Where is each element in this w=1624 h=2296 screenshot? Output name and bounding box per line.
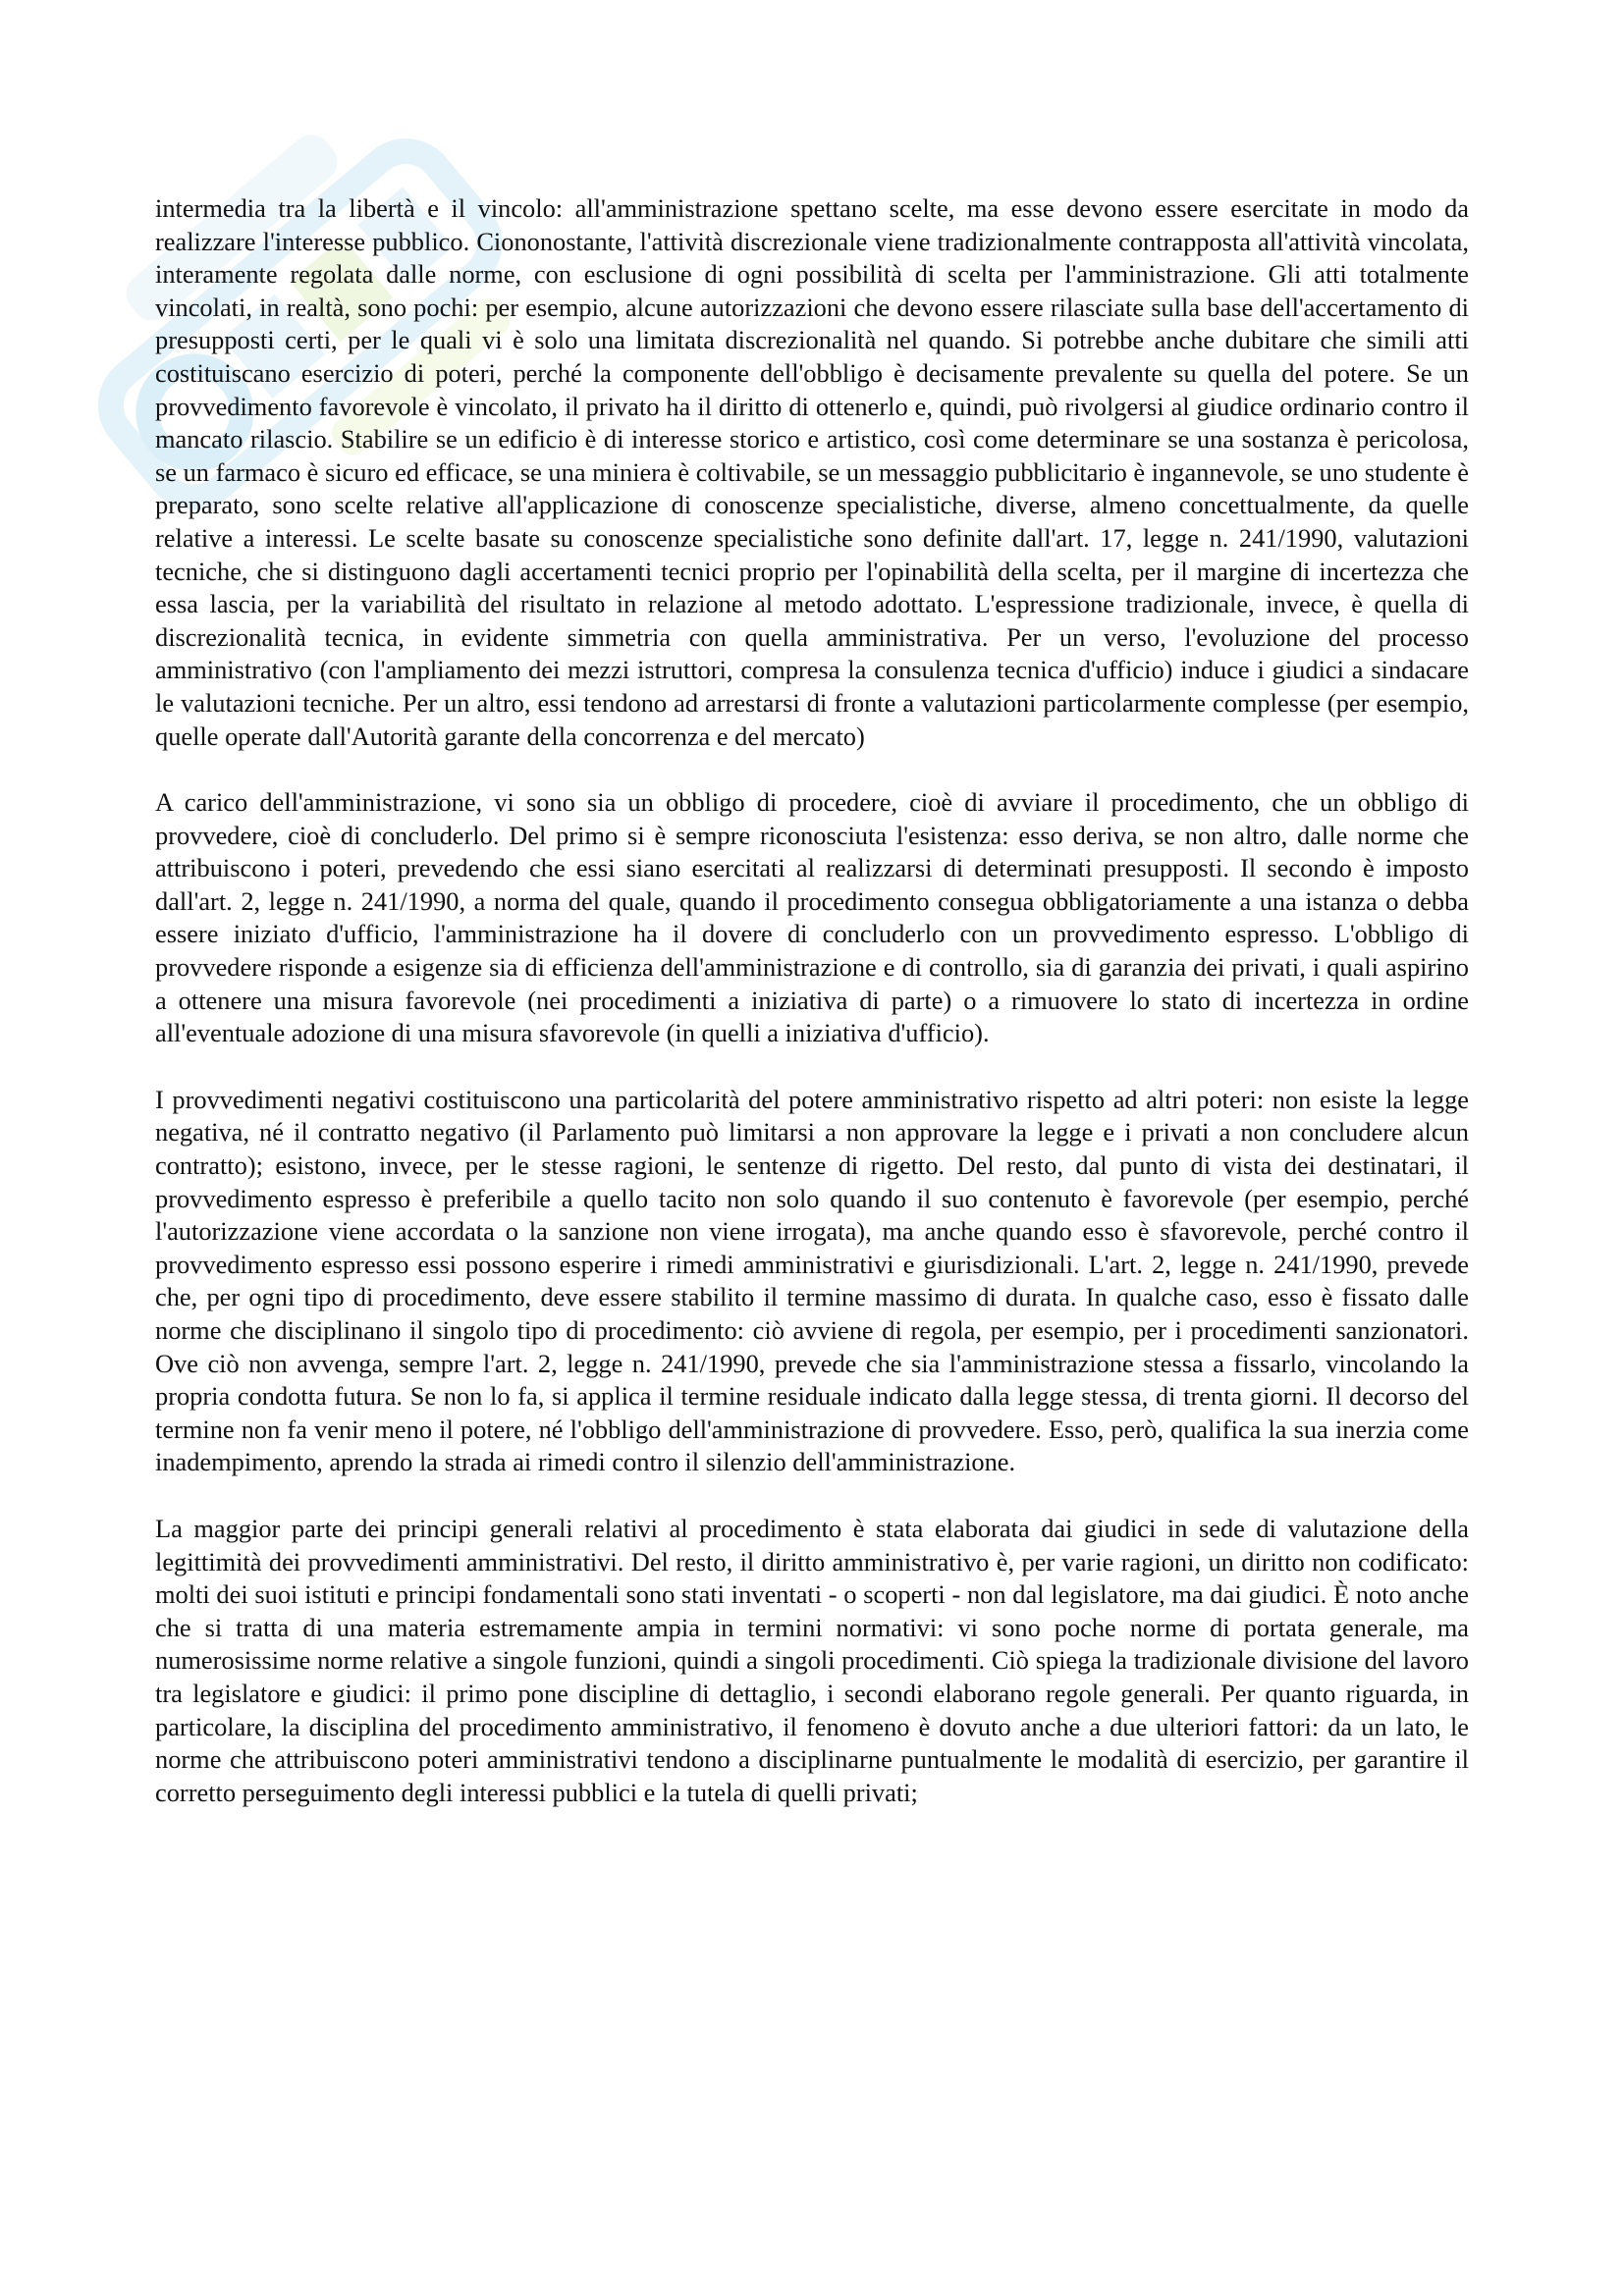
paragraph-provvedimenti-negativi: I provvedimenti negativi costituiscono una particolarità del potere amministrativo rispetto ad altri poteri: non esiste la legge negativa, né il contratto negativo (il Parlamento può limitarsi a non approvare la legge e i privati a non concludere alcun contratto); esistono, invece, per le stesse ragioni, le sentenze di rigetto. Del resto, dal punto di vista dei destinatari, il provvedimento espresso è preferibile a quello tacito non solo quando il suo contenuto è favorevole (per esempio, perché l'autorizzazione viene accordata o la sanzione non viene irrogata), ma anche quando esso è sfavorevole, perché contro il provvedimento espresso essi possono esperire i rimedi amministrativi e giurisdizionali. L'art. 2, legge n. 241/1990, prevede che, per ogni tipo di procedimento, deve essere stabilito il termine massimo di durata. In qualche caso, esso è fissato dalle norme che disciplinano il singolo tipo di procedimento: ciò avviene di regola, per esempio, per i procedimenti sanzionatori. Ove ciò non avvenga, sempre l'art. 2, legge n. 241/1990, prevede che sia l'amministrazione stessa a fissarlo, vincolando la propria condotta futura. Se non lo fa, si applica il termine residuale indicato dalla legge stessa, di trenta giorni. Il decorso del termine non fa venir meno il potere, né l'obbligo dell'amministrazione di provvedere. Esso, però, qualifica la sua inerzia come inadempimento, aprendo la strada ai rimedi contro il silenzio dell'amministrazione. xyxy=(155,1084,1469,1477)
paragraph-obbligo-di-provvedere: A carico dell'amministrazione, vi sono sia un obbligo di procedere, cioè di avviare il procedimento, che un obbligo di provvedere, cioè di concluderlo. Del primo si è sempre riconosciuta l'esistenza: esso deriva, se non altro, dalle norme che attribuiscono i poteri, prevedendo che essi siano esercitati al realizzarsi di determinati presupposti. Il secondo è imposto dall'art. 2, legge n. 241/1990, a norma del quale, quando il procedimento consegua obbligatoriamente a una istanza o debba essere iniziato d'ufficio, l'amministrazione ha il dovere di concluderlo con un provvedimento espresso. L'obbligo di provvedere risponde a esigenze sia di efficienza dell'amministrazione e di controllo, sia di garanzia dei privati, i quali aspirino a ottenere una misura favorevole (nei procedimenti a iniziativa di parte) o a rimuovere lo stato di incertezza in ordine all'eventuale adozione di una misura sfavorevole (in quelli a iniziativa d'ufficio). xyxy=(155,787,1469,1048)
document-page xyxy=(155,192,1469,1842)
paragraph-principi-generali: La maggior parte dei principi generali relativi al procedimento è stata elaborata dai giudici in sede di valutazione della legittimità dei provvedimenti amministrativi. Del resto, il diritto amministrativo è, per varie ragioni, un diritto non codificato: molti dei suoi istituti e principi fondamentali sono stati inventati - o scoperti - non dal legislatore, ma dai giudici. È noto anche che si tratta di una materia estremamente ampia in termini normativi: vi sono poche norme di portata generale, ma numerosissime norme relative a singole funzioni, quindi a singoli procedimenti. Ciò spiega la tradizionale divisione del lavoro tra legislatore e giudici: il primo pone discipline di dettaglio, i secondi elaborano regole generali. Per quanto riguarda, in particolare, la disciplina del procedimento amministrativo, il fenomeno è dovuto anche a due ulteriori fattori: da un lato, le norme che attribuiscono poteri amministrativi tendono a disciplinarne puntualmente le modalità di esercizio, per garantire il corretto perseguimento degli interessi pubblici e la tutela di quelli privati; xyxy=(155,1513,1469,1807)
paragraph-discrezionalita: intermedia tra la libertà e il vincolo: all'amministrazione spettano scelte, ma esse devono essere esercitate in modo da realizzare l'interesse pubblico. Ciononostante, l'attività discrezionale viene tradizionalmente contrapposta all'attività vincolata, interamente regolata dalle norme, con esclusione di ogni possibilità di scelta per l'amministrazione. Gli atti totalmente vincolati, in realtà, sono pochi: per esempio, alcune autorizzazioni che devono essere rilasciate sulla base dell'accertamento di presupposti certi, per le quali vi è solo una limitata discrezionalità nel quando. Si potrebbe anche dubitare che simili atti costituiscano esercizio di poteri, perché la componente dell'obbligo è decisamente prevalente su quella del potere. Se un provvedimento favorevole è vincolato, il privato ha il diritto di ottenerlo e, quindi, può rivolgersi al giudice ordinario contro il mancato rilascio. Stabilire se un edificio è di interesse storico e artistico, così come determinare se una sostanza è pericolosa, se un farmaco è sicuro ed efficace, se una miniera è coltivabile, se un messaggio pubblicitario è ingannevole, se uno studente è preparato, sono scelte relative all'applicazione di conoscenze specialistiche, diverse, almeno concettualmente, da quelle relative a interessi. Le scelte basate su conoscenze specialistiche sono definite dall'art. 17, legge n. 241/1990, valutazioni tecniche, che si distinguono dagli accertamenti tecnici proprio per l'opinabilità della scelta, per il margine di incertezza che essa lascia, per la variabilità del risultato in relazione al metodo adottato. L'espressione tradizionale, invece, è quella di discrezionalità tecnica, in evidente simmetria con quella amministrativa. Per un verso, l'evoluzione del processo amministrativo (con l'ampliamento dei mezzi istruttori, compresa la consulenza tecnica d'ufficio) induce i giudici a sindacare le valutazioni tecniche. Per un altro, essi tendono ad arrestarsi di fronte a valutazioni particolarmente complesse (per esempio, quelle operate dall'Autorità garante della concorrenza e del mercato) xyxy=(155,193,1469,751)
